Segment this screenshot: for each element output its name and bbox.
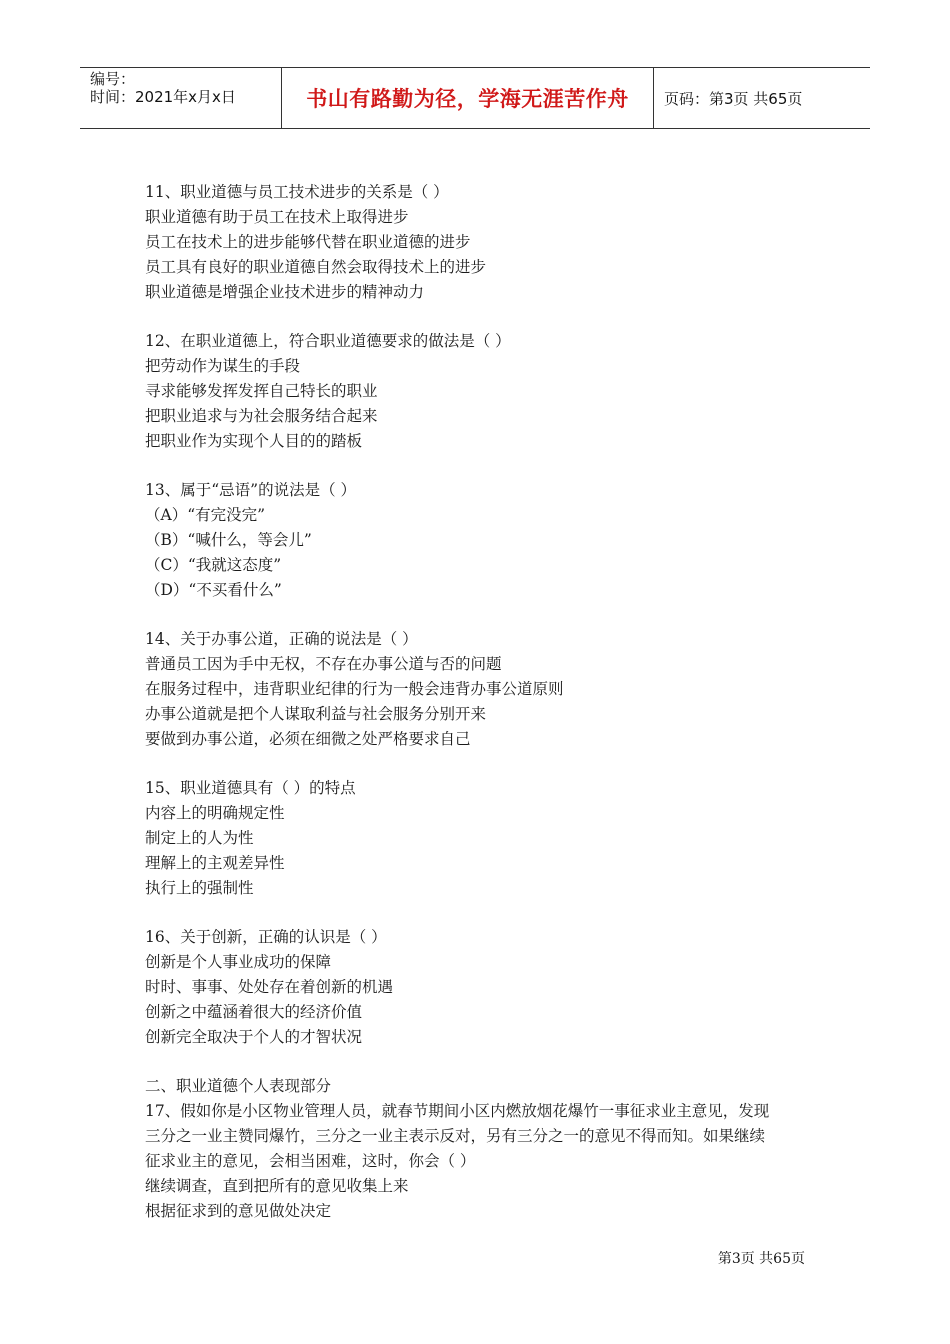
answer-option: 内容上的明确规定性 [145,804,285,822]
question-15 [145,776,825,901]
question-title: 13、属于“忌语”的说法是（ ） [145,481,356,499]
header-meta-cell [80,68,282,128]
answer-option: 制定上的人为性 [145,829,254,847]
section-heading: 二、职业道德个人表现部分 [145,1077,332,1095]
answer-option: 创新之中蕴涵着很大的经济价值 [145,1003,363,1021]
header-page-info: 页码：第3页 共65页 [664,89,803,108]
question-17-text: 三分之一业主赞同爆竹，三分之一业主表示反对，另有三分之一的意见不得而知。如果继续 [145,1127,766,1145]
answer-option: 把职业追求与为社会服务结合起来 [145,407,378,425]
section-personal-performance [145,1074,825,1224]
answer-option: 理解上的主观差异性 [145,854,285,872]
question-title: 14、关于办事公道，正确的说法是（ ） [145,630,418,648]
question-11 [145,180,825,305]
question-title: 15、职业道德具有（ ）的特点 [145,779,356,797]
answer-option: 员工具有良好的职业道德自然会取得技术上的进步 [145,258,487,276]
page-header [80,67,870,129]
answer-option: 职业道德有助于员工在技术上取得进步 [145,208,409,226]
answer-option: （C）“我就这态度” [145,556,282,574]
header-motto: 书山有路勤为径，学海无涯苦作舟 [282,68,654,128]
answer-option: 要做到办事公道，必须在细微之处严格要求自己 [145,730,471,748]
answer-option: 创新完全取决于个人的才智状况 [145,1028,363,1046]
page-footer: 第3页 共65页 [717,1251,805,1267]
question-12 [145,329,825,454]
question-title: 16、关于创新，正确的认识是（ ） [145,928,387,946]
question-title: 11、职业道德与员工技术进步的关系是（ ） [145,183,449,201]
answer-option: 创新是个人事业成功的保障 [145,953,332,971]
number-label: 编号： [90,70,136,88]
answer-option: 员工在技术上的进步能够代替在职业道德的进步 [145,233,471,251]
question-17-text: 17、假如你是小区物业管理人员，就春节期间小区内燃放烟花爆竹一事征求业主意见，发现 [145,1102,770,1120]
answer-option: 时时、事事、处处存在着创新的机遇 [145,978,394,996]
question-14 [145,627,825,752]
question-16 [145,925,825,1050]
answer-option: 根据征求到的意见做处决定 [145,1202,332,1220]
answer-option: 把职业作为实现个人目的的踏板 [145,432,363,450]
question-13 [145,478,825,603]
time-label: 时间：2021年x月x日 [90,88,236,106]
question-title: 12、在职业道德上，符合职业道德要求的做法是（ ） [145,332,511,350]
answer-option: 职业道德是增强企业技术进步的精神动力 [145,283,425,301]
question-17-text: 征求业主的意见，会相当困难，这时，你会（ ） [145,1152,476,1170]
answer-option: （D）“不买看什么” [145,581,282,599]
document-body [145,180,825,1224]
answer-option: 执行上的强制性 [145,879,254,897]
answer-option: 普通员工因为手中无权，不存在办事公道与否的问题 [145,655,502,673]
answer-option: 在服务过程中，违背职业纪律的行为一般会违背办事公道原则 [145,680,564,698]
answer-option: 把劳动作为谋生的手段 [145,357,301,375]
answer-option: 继续调查，直到把所有的意见收集上来 [145,1177,409,1195]
answer-option: 寻求能够发挥发挥自己特长的职业 [145,382,378,400]
answer-option: （A）“有完没完” [145,506,266,524]
answer-option: （B）“喊什么，等会儿” [145,531,312,549]
answer-option: 办事公道就是把个人谋取利益与社会服务分别开来 [145,705,487,723]
